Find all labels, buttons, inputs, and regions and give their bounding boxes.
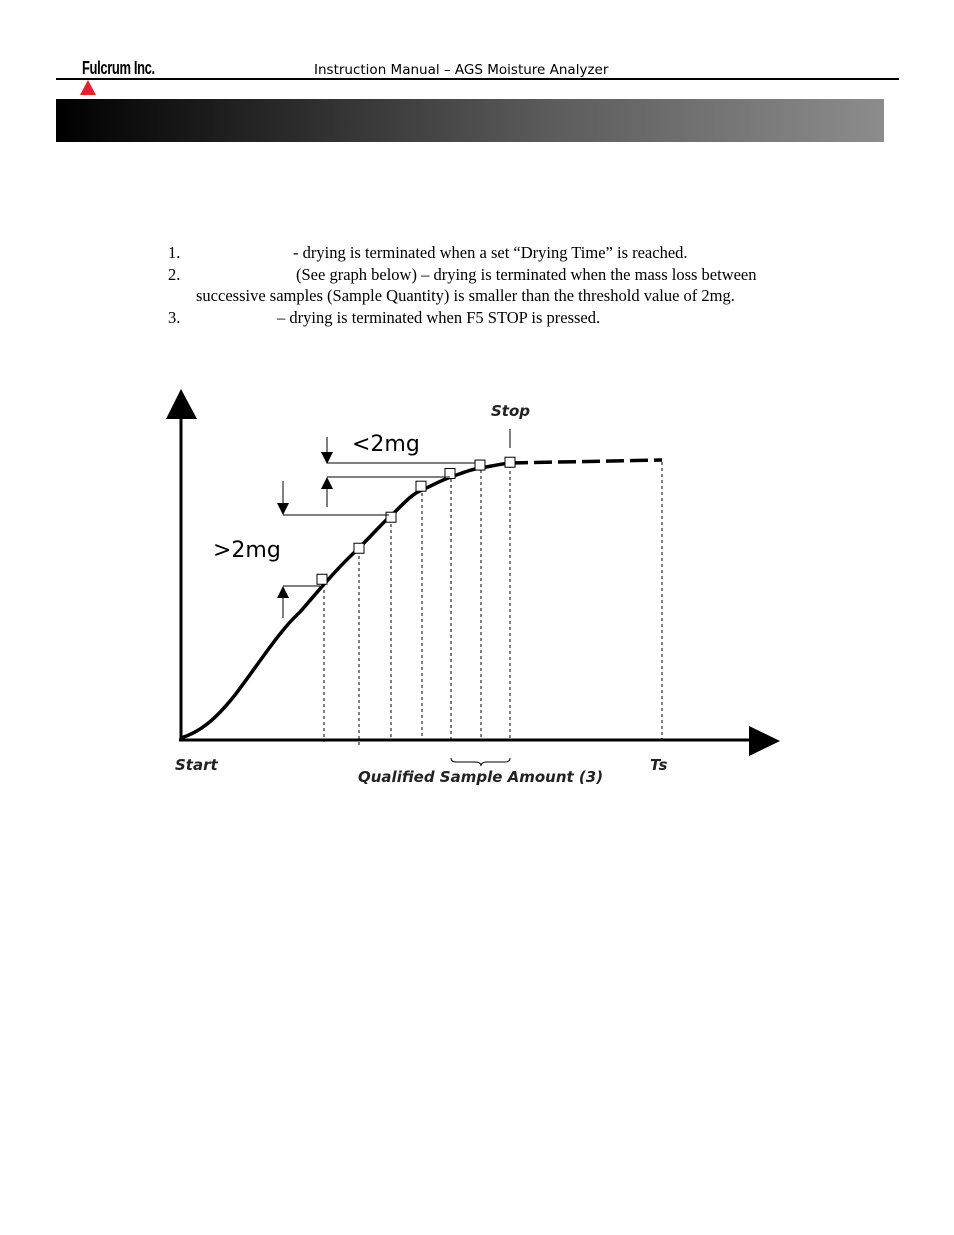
stop-label: Stop <box>491 402 531 420</box>
up-arrow-icon <box>277 586 289 598</box>
less-than-label: <2mg <box>352 432 420 457</box>
y-axis-arrow-icon <box>166 389 197 419</box>
sample-point-marker <box>354 543 364 553</box>
document-title: Instruction Manual – AGS Moisture Analyzer <box>314 62 609 78</box>
sample-points <box>317 457 515 584</box>
item-text-continuation: successive samples (Sample Quantity) is smaller than the threshold value of 2mg. <box>196 286 735 305</box>
item-text: - drying is terminated when a set “Drying Time” is reached. <box>293 243 688 262</box>
item-text: (See graph below) – drying is terminated when the mass loss between <box>296 264 757 284</box>
down-arrow-icon <box>321 452 333 464</box>
guide-lines <box>324 462 662 745</box>
start-label: Start <box>175 756 218 774</box>
item-number: 2. <box>168 264 181 284</box>
bracket-icon <box>451 758 510 766</box>
sample-point-marker <box>317 574 327 584</box>
sample-point-marker <box>386 512 396 522</box>
item-number: 3. <box>168 307 181 327</box>
greater-than-label: >2mg <box>213 538 281 563</box>
down-arrow-icon <box>277 503 289 515</box>
sample-point-marker <box>505 457 515 467</box>
sample-point-marker <box>416 481 426 491</box>
extrapolated-curve <box>510 460 662 463</box>
end-label: Ts <box>650 756 668 774</box>
x-axis-arrow-icon <box>749 726 780 756</box>
item-text: – drying is terminated when F5 STOP is pressed. <box>277 307 601 327</box>
sample-point-marker <box>475 460 485 470</box>
company-logo: Fulcrum Inc. <box>82 58 155 78</box>
item-number: 1. <box>168 243 181 262</box>
bracket-label: Qualified Sample Amount (3) <box>358 768 604 786</box>
drying-curve <box>181 463 510 738</box>
up-arrow-icon <box>321 477 333 489</box>
